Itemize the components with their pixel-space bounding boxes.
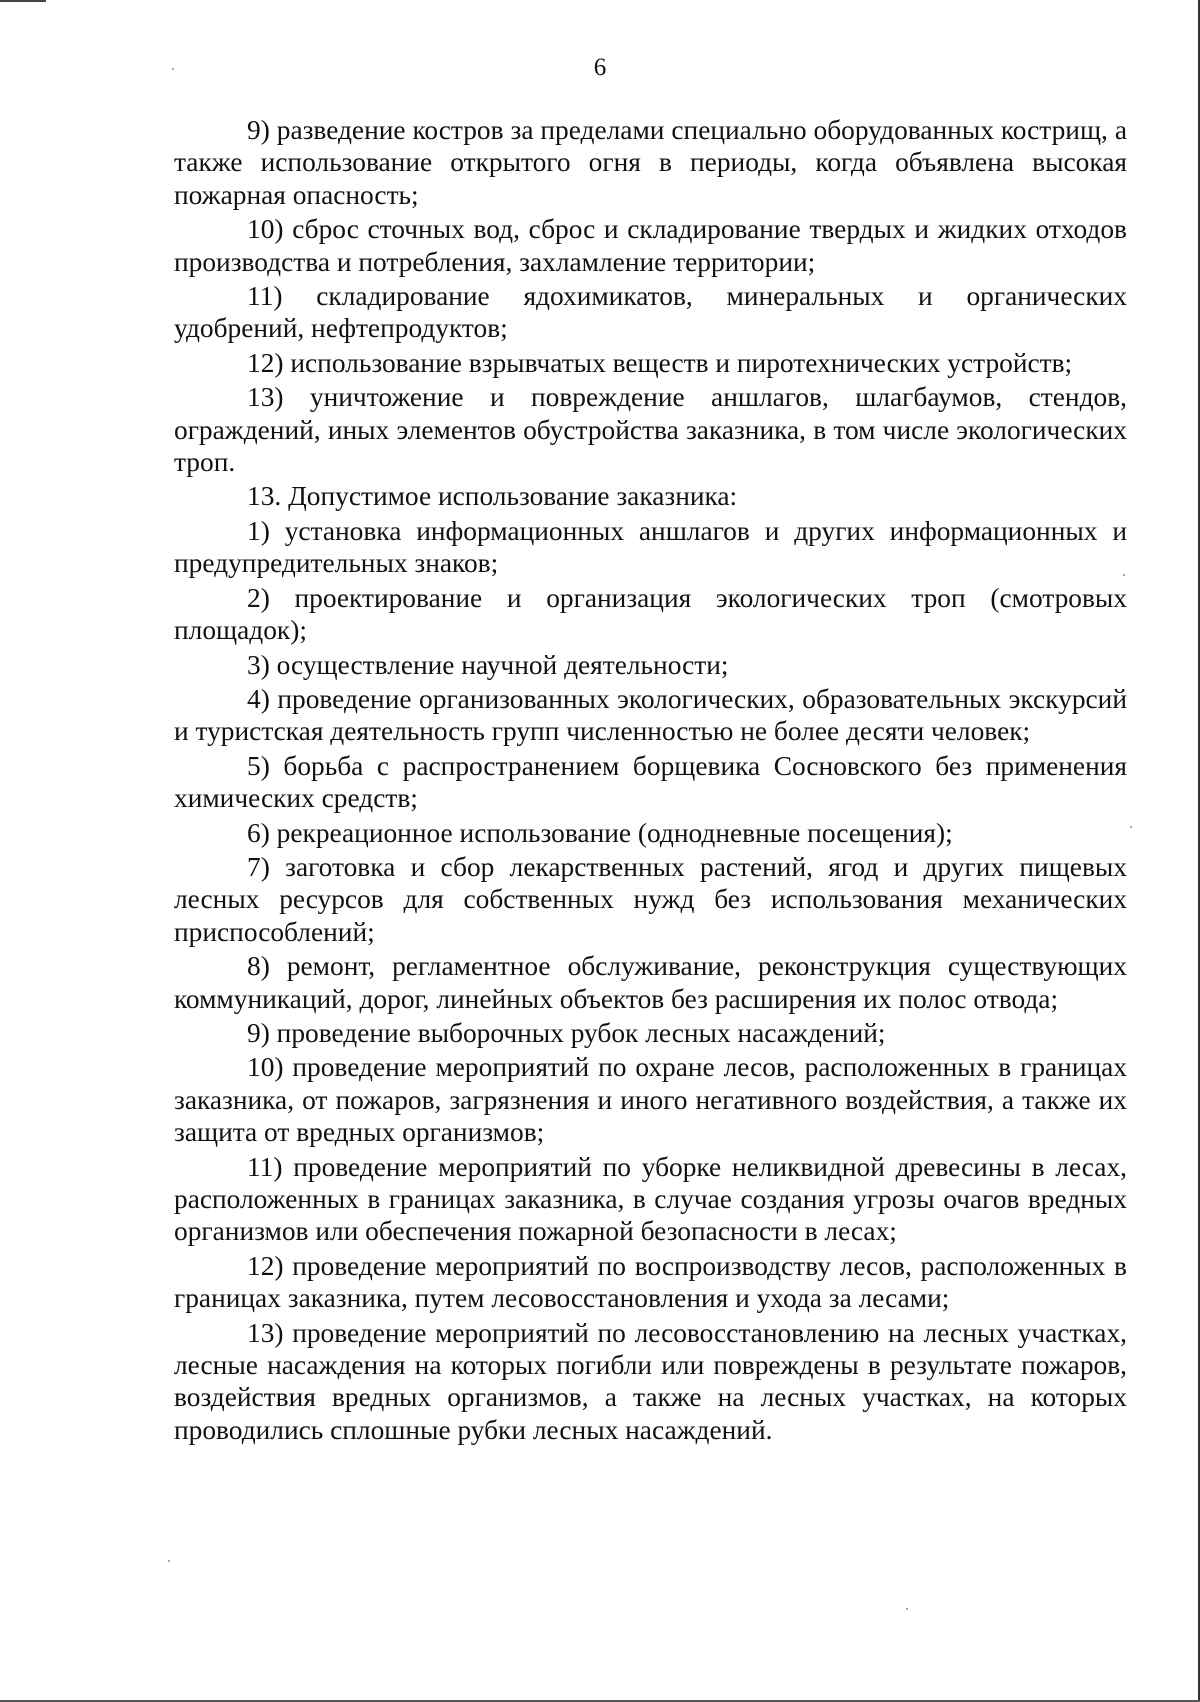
section-heading: 13. Допустимое использование заказника: <box>247 481 738 512</box>
scan-speck <box>906 1608 908 1610</box>
scan-speck <box>168 1560 170 1562</box>
paragraph: 4) проведение организованных экологических, образовательных экскурсий и туристская деятельность групп численностью не более десяти человек; <box>174 683 1127 747</box>
paragraph: 13) уничтожение и повреждение аншлагов, шлагбаумов, стендов, ограждений, иных элементов обустройства заказника, в том числе экологических троп. <box>174 382 1127 478</box>
paragraph: 11) складирование ядохимикатов, минеральных и органических удобрений, нефтепродуктов; <box>174 281 1127 344</box>
paragraph: 10) сброс сточных вод, сброс и складирование твердых и жидких отходов производства и потребления, захламление территории; <box>174 214 1127 277</box>
document-body <box>174 114 1127 1448</box>
page-number: 6 <box>593 54 607 81</box>
scan-edge-top <box>0 0 46 2</box>
paragraph: 9) проведение выборочных рубок лесных насаждений; <box>247 1017 886 1048</box>
paragraph: 1) установка информационных аншлагов и других информационных и предупредительных знаков; <box>174 515 1127 579</box>
paragraph: 13) проведение мероприятий по лесовосстановлению на лесных участках, лесные насаждения на которых погибли или повреждены в результате пожаров, воздействия вредных организмов, а также на лесных участках, на которых проводились сплошные рубки лесных насаждений. <box>174 1317 1127 1445</box>
paragraph: 2) проектирование и организация экологических троп (смотровых площадок); <box>174 582 1127 646</box>
paragraph: 8) ремонт, регламентное обслуживание, реконструкция существующих коммуникаций, дорог, линейных объектов без расширения их полос отвода; <box>174 951 1127 1014</box>
paragraph: 12) использование взрывчатых веществ и пиротехнических устройств; <box>247 347 1073 378</box>
paragraph: 12) проведение мероприятий по воспроизводству лесов, расположенных в границах заказника, путем лесовосстановления и ухода за лесами; <box>174 1250 1127 1314</box>
paragraph: 5) борьба с распространением борщевика Сосновского без применения химических средств; <box>174 750 1127 814</box>
paragraph: 3) осуществление научной деятельности; <box>247 649 729 680</box>
scan-speck <box>1130 826 1132 828</box>
paragraph: 11) проведение мероприятий по уборке неликвидной древесины в лесах, расположенных в границах заказника, в случае создания угрозы очагов вредных организмов или обеспечения пожарной безопасности в лесах; <box>174 1151 1127 1247</box>
paragraph: 9) разведение костров за пределами специально оборудованных кострищ, а также использование открытого огня в периоды, когда объявлена высокая пожарная опасность; <box>174 115 1127 210</box>
paragraph: 7) заготовка и сбор лекарственных растений, ягод и других пищевых лесных ресурсов для собственных нужд без использования механических приспособлений; <box>174 851 1127 947</box>
paragraph: 6) рекреационное использование (однодневные посещения); <box>247 817 953 848</box>
paragraph: 10) проведение мероприятий по охране лесов, расположенных в границах заказника, от пожаров, загрязнения и иного негативного воздействия, а также их защита от вредных организмов; <box>174 1052 1127 1148</box>
